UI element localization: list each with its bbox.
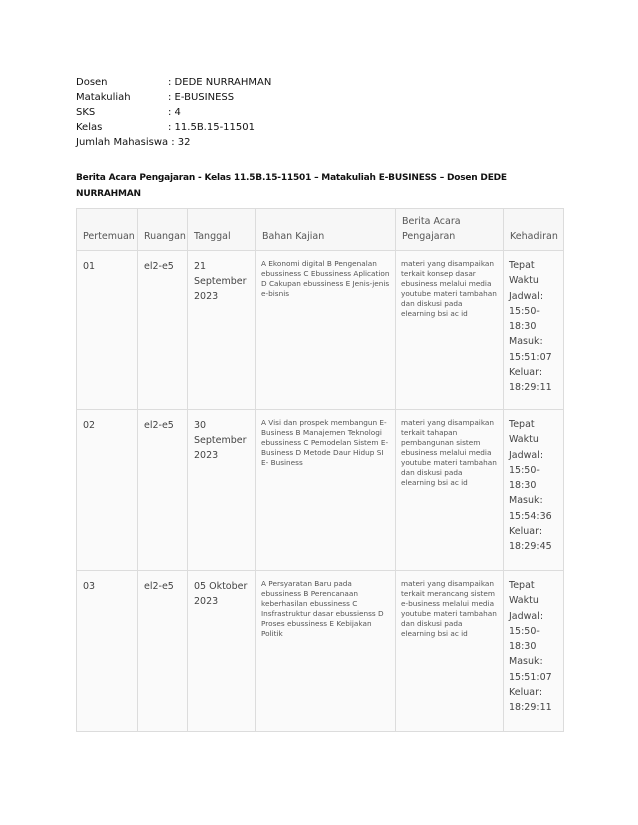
- dosen-label: Dosen: [76, 77, 108, 88]
- table-row: [77, 251, 564, 410]
- cell-bahan-kajian: A Persyaratan Baru pada ebussiness B Perencanaan keberhasilan ebussiness C Insfrastruktur dasar ebussienss D Proses ebussiness E Kebijakan Politik: [256, 571, 396, 732]
- cell-ruangan: el2-e5: [138, 251, 188, 410]
- header-pertemuan: Pertemuan: [77, 209, 138, 251]
- matakuliah-value: : E-BUSINESS: [168, 92, 235, 103]
- header-bahan-kajian: Bahan Kajian: [256, 209, 396, 251]
- sks-value: : 4: [168, 107, 181, 118]
- info-row-matakuliah: [76, 90, 271, 105]
- table-row: [77, 410, 564, 571]
- page-title: Berita Acara Pengajaran - Kelas 11.5B.15-11501 – Matakuliah E-BUSINESS – Dosen DEDE NURRAHMAN: [76, 173, 507, 199]
- info-row-dosen: [76, 75, 271, 90]
- cell-ruangan: el2-e5: [138, 410, 188, 571]
- cell-pertemuan: 01: [77, 251, 138, 410]
- cell-ruangan: el2-e5: [138, 571, 188, 732]
- table-header-row: [77, 209, 564, 251]
- dosen-value: : DEDE NURRAHMAN: [168, 77, 272, 88]
- sks-label: SKS: [76, 107, 96, 118]
- cell-bahan-kajian: A Ekonomi digital B Pengenalan ebussiness C Ebussiness Aplication D Cakupan ebussiness E Jenis-jenis e-bisnis: [256, 251, 396, 410]
- cell-berita-acara: materi yang disampaikan terkait konsep dasar ebusiness melalui media youtube materi tambahan dan diskusi pada elearning bsi ac id: [396, 251, 504, 410]
- cell-berita-acara: materi yang disampaikan terkait tahapan pembangunan sistem ebusiness melalui media youtube materi tambahan dan diskusi pada elearning bsi ac id: [396, 410, 504, 571]
- cell-kehadiran: Tepat Waktu Jadwal: 15:50-18:30 Masuk: 15:51:07 Keluar: 18:29:11: [504, 571, 564, 732]
- table-row: [77, 571, 564, 732]
- jumlah-value: : 32: [171, 137, 191, 148]
- course-info: [76, 75, 271, 150]
- kelas-value: : 11.5B.15-11501: [168, 122, 255, 133]
- cell-tanggal: 05 Oktober 2023: [188, 571, 256, 732]
- header-tanggal: Tanggal: [188, 209, 256, 251]
- header-berita-acara: Berita Acara Pengajaran: [396, 209, 504, 251]
- attendance-table: [76, 208, 564, 732]
- cell-kehadiran: Tepat Waktu Jadwal: 15:50-18:30 Masuk: 15:54:36 Keluar: 18:29:45: [504, 410, 564, 571]
- cell-tanggal: 21 September 2023: [188, 251, 256, 410]
- kelas-label: Kelas: [76, 122, 103, 133]
- cell-pertemuan: 03: [77, 571, 138, 732]
- info-row-jumlah: [76, 135, 271, 150]
- info-row-kelas: [76, 120, 271, 135]
- info-row-sks: [76, 105, 271, 120]
- matakuliah-label: Matakuliah: [76, 92, 131, 103]
- cell-pertemuan: 02: [77, 410, 138, 571]
- cell-tanggal: 30 September 2023: [188, 410, 256, 571]
- header-kehadiran: Kehadiran: [504, 209, 564, 251]
- cell-berita-acara: materi yang disampaikan terkait merancang sistem e-business melalui media youtube materi tambahan dan diskusi pada elearning bsi ac id: [396, 571, 504, 732]
- cell-kehadiran: Tepat Waktu Jadwal: 15:50-18:30 Masuk: 15:51:07 Keluar: 18:29:11: [504, 251, 564, 410]
- jumlah-label: Jumlah Mahasiswa: [76, 137, 169, 148]
- cell-bahan-kajian: A Visi dan prospek membangun E- Business B Manajemen Teknologi ebussiness C Pemodelan Sistem E- Business D Metode Daur Hidup SI E- Business: [256, 410, 396, 571]
- header-ruangan: Ruangan: [138, 209, 188, 251]
